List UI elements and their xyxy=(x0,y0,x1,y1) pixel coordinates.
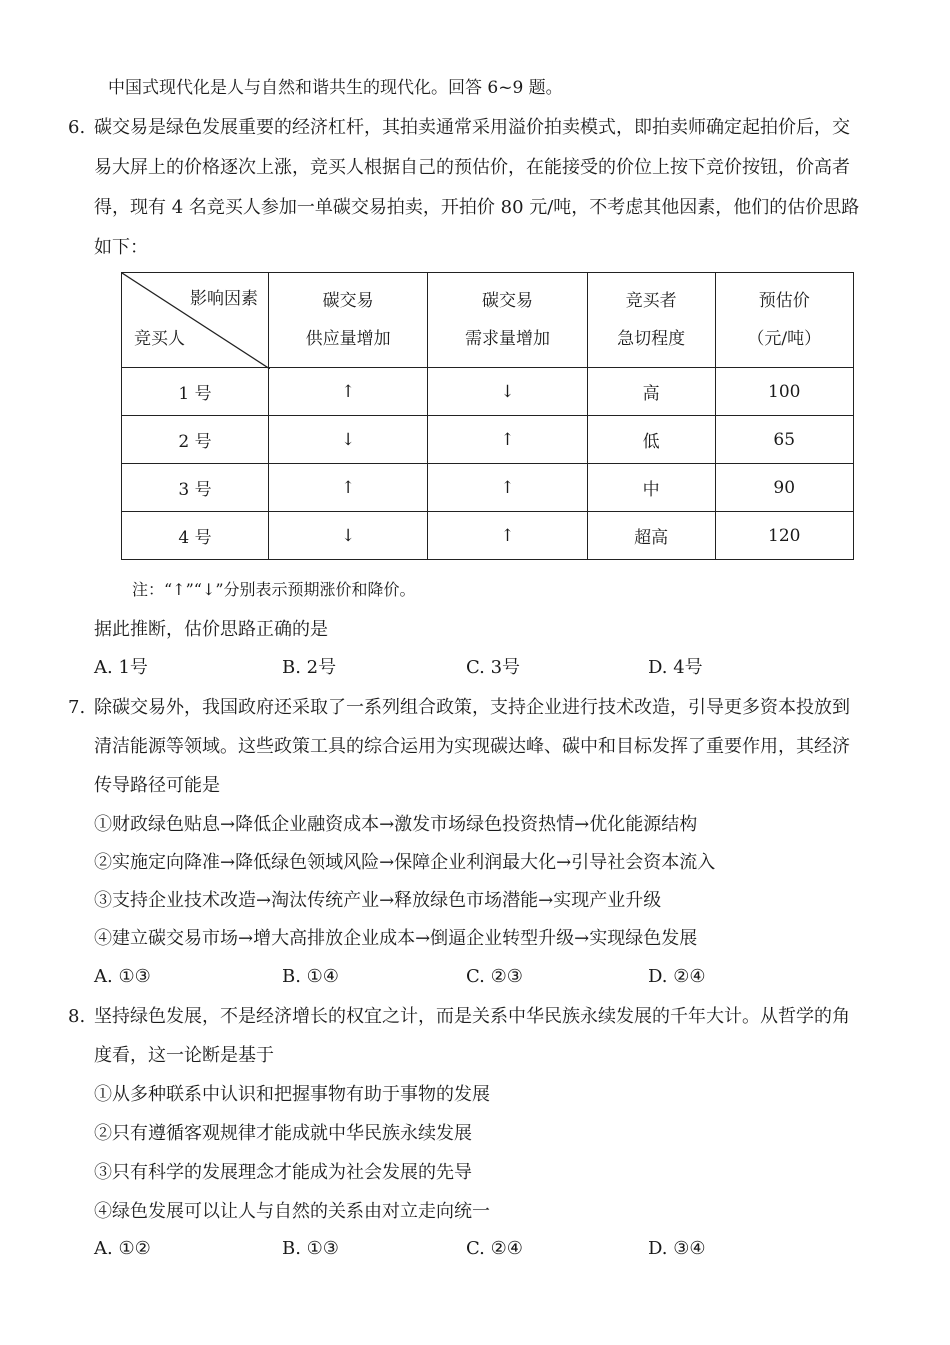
q8-item-2: ②只有遵循客观规律才能成就中华民族永续发展 xyxy=(94,1123,472,1144)
header-label: （元/吨） xyxy=(747,329,822,349)
q7-option-d[interactable]: D. ②④ xyxy=(648,966,706,987)
q8-text-line-2: 度看，这一论断是基于 xyxy=(94,1045,274,1066)
supply-arrow-cell: ↓ xyxy=(269,416,428,464)
header-label: 竞买者 xyxy=(625,291,677,311)
q7-number: 7. xyxy=(68,697,86,718)
q8-text-line-1: 坚持绿色发展，不是经济增长的权宜之计，而是关系中华民族永续发展的千年大计。从哲学的角 xyxy=(94,1006,850,1027)
table-row xyxy=(122,464,854,512)
urgency-cell: 低 xyxy=(587,416,715,464)
urgency-cell: 超高 xyxy=(587,512,715,560)
q6-option-b[interactable]: B. 2号 xyxy=(282,657,337,678)
table-row xyxy=(122,512,854,560)
q7-option-b[interactable]: B. ①④ xyxy=(282,966,339,987)
price-cell: 120 xyxy=(715,512,854,560)
q6-text-line-4: 如下： xyxy=(94,237,148,258)
q6-text-line-2: 易大屏上的价格逐次上涨，竞买人根据自己的预估价，在能接受的价位上按下竞价按钮，价高者 xyxy=(94,157,850,178)
q7-item-1: ①财政绿色贴息→降低企业融资成本→激发市场绿色投资热情→优化能源结构 xyxy=(94,814,698,835)
bidder-cell: 4 号 xyxy=(122,512,269,560)
supply-arrow-cell: ↑ xyxy=(269,368,428,416)
q8-item-4: ④绿色发展可以让人与自然的关系由对立走向统一 xyxy=(94,1201,490,1222)
q8-option-d[interactable]: D. ③④ xyxy=(648,1238,706,1259)
header-label: 需求量增加 xyxy=(464,329,550,349)
q7-text-line-2: 清洁能源等领域。这些政策工具的综合运用为实现碳达峰、碳中和目标发挥了重要作用，其经济 xyxy=(94,736,850,757)
table-note: 注：“↑”“↓”分别表示预期涨价和降价。 xyxy=(132,580,416,599)
q7-item-4: ④建立碳交易市场→增大高排放企业成本→倒逼企业转型升级→实现绿色发展 xyxy=(94,928,698,949)
q7-item-2: ②实施定向降准→降低绿色领域风险→保障企业利润最大化→引导社会资本流入 xyxy=(94,852,716,873)
q7-option-a[interactable]: A. ①③ xyxy=(94,966,151,987)
header-label: 急切程度 xyxy=(617,329,686,349)
q6-option-d[interactable]: D. 4号 xyxy=(648,657,703,678)
demand-arrow-cell: ↑ xyxy=(428,416,587,464)
q6-option-c[interactable]: C. 3号 xyxy=(466,657,521,678)
q7-item-3: ③支持企业技术改造→淘汰传统产业→释放绿色市场潜能→实现产业升级 xyxy=(94,890,662,911)
urgency-cell: 中 xyxy=(587,464,715,512)
header-urgency xyxy=(587,273,715,368)
corner-bottom-label: 竞买人 xyxy=(134,329,185,349)
header-label: 供应量增加 xyxy=(305,329,391,349)
demand-arrow-cell: ↓ xyxy=(428,368,587,416)
q8-item-3: ③只有科学的发展理念才能成为社会发展的先导 xyxy=(94,1162,472,1183)
bidder-cell: 3 号 xyxy=(122,464,269,512)
demand-arrow-cell: ↑ xyxy=(428,512,587,560)
q8-option-a[interactable]: A. ①② xyxy=(94,1238,151,1259)
bidder-table xyxy=(121,272,854,560)
header-label: 预估价 xyxy=(758,291,810,311)
q7-text-line-1: 除碳交易外，我国政府还采取了一系列组合政策，支持企业进行技术改造，引导更多资本投放到 xyxy=(94,697,850,718)
header-label: 碳交易 xyxy=(481,291,533,311)
q8-number: 8. xyxy=(68,1006,86,1027)
table-corner-cell xyxy=(122,273,269,368)
price-cell: 100 xyxy=(715,368,854,416)
q6-number: 6. xyxy=(68,117,86,138)
bidder-cell: 1 号 xyxy=(122,368,269,416)
section-intro: 中国式现代化是人与自然和谐共生的现代化。回答 6~9 题。 xyxy=(108,78,563,98)
header-label: 碳交易 xyxy=(322,291,374,311)
q7-text-line-3: 传导路径可能是 xyxy=(94,775,220,796)
header-demand xyxy=(428,273,587,368)
corner-top-label: 影响因素 xyxy=(190,289,258,309)
table-row xyxy=(122,368,854,416)
q8-item-1: ①从多种联系中认识和把握事物有助于事物的发展 xyxy=(94,1084,490,1105)
supply-arrow-cell: ↓ xyxy=(269,512,428,560)
price-cell: 65 xyxy=(715,416,854,464)
supply-arrow-cell: ↑ xyxy=(269,464,428,512)
q7-option-c[interactable]: C. ②③ xyxy=(466,966,523,987)
q8-option-b[interactable]: B. ①③ xyxy=(282,1238,339,1259)
demand-arrow-cell: ↑ xyxy=(428,464,587,512)
bidder-cell: 2 号 xyxy=(122,416,269,464)
q6-text-line-1: 碳交易是绿色发展重要的经济杠杆，其拍卖通常采用溢价拍卖模式，即拍卖师确定起拍价后，交 xyxy=(94,117,850,138)
q6-option-a[interactable]: A. 1号 xyxy=(94,657,148,678)
table-header-row xyxy=(122,273,854,368)
header-supply xyxy=(269,273,428,368)
q6-stem: 据此推断，估价思路正确的是 xyxy=(94,619,328,640)
q6-text-line-3: 得，现有 4 名竞买人参加一单碳交易拍卖，开拍价 80 元/吨，不考虑其他因素，他们的估价思路 xyxy=(94,197,860,218)
table-row xyxy=(122,416,854,464)
header-price xyxy=(715,273,854,368)
urgency-cell: 高 xyxy=(587,368,715,416)
price-cell: 90 xyxy=(715,464,854,512)
q8-option-c[interactable]: C. ②④ xyxy=(466,1238,523,1259)
